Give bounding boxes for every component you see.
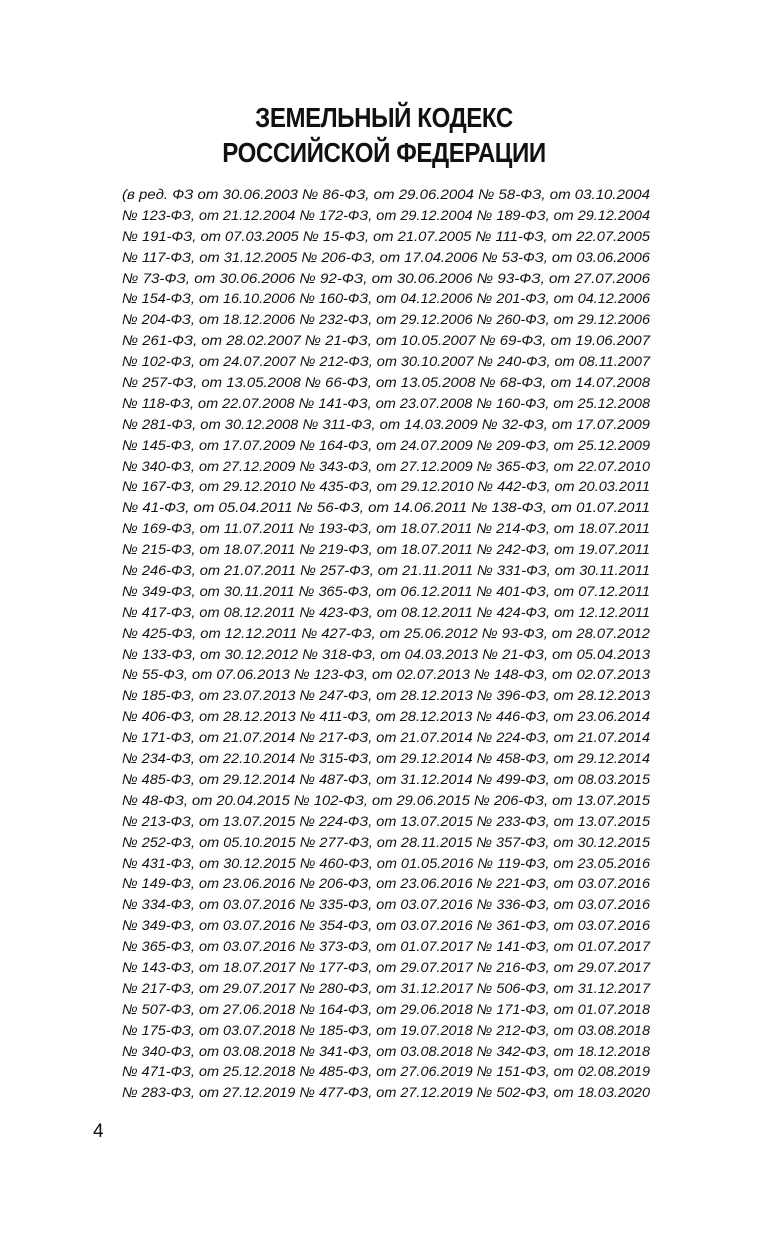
amendment-line-text: № 340-ФЗ, от 03.08.2018 № 341-ФЗ, от 03.08.2018 № 342-ФЗ, от 18.12.2018 [122,1042,650,1059]
amendment-line-text: № 417-ФЗ, от 08.12.2011 № 423-ФЗ, от 08.12.2011 № 424-ФЗ, от 12.12.2011 [122,603,650,620]
page-number: 4 [93,1121,104,1142]
title-line-2: РОССИЙСКОЙ ФЕДЕРАЦИИ [222,137,546,168]
amendment-line [122,518,650,539]
amendment-line-text: № 281-ФЗ, от 30.12.2008 № 311-ФЗ, от 14.03.2009 № 32-ФЗ, от 17.07.2009 [122,415,650,432]
amendment-line [122,894,650,915]
amendment-line [122,456,650,477]
amendment-line [122,497,650,518]
amendment-line [122,560,650,581]
amendment-line [122,393,650,414]
amendment-line-text: № 123-ФЗ, от 21.12.2004 № 172-ФЗ, от 29.12.2004 № 189-ФЗ, от 29.12.2004 [122,206,650,223]
amendment-line-text: № 507-ФЗ, от 27.06.2018 № 164-ФЗ, от 29.06.2018 № 171-ФЗ, от 01.07.2018 [122,1000,650,1017]
amendment-line-text: № 41-ФЗ, от 05.04.2011 № 56-ФЗ, от 14.06.2011 № 138-ФЗ, от 01.07.2011 [122,499,650,516]
amendment-line [122,539,650,560]
amendment-line [122,769,650,790]
amendment-line-text: № 118-ФЗ, от 22.07.2008 № 141-ФЗ, от 23.07.2008 № 160-ФЗ, от 25.12.2008 [122,394,650,411]
amendment-line-text: № 349-ФЗ, от 03.07.2016 № 354-ФЗ, от 03.07.2016 № 361-ФЗ, от 03.07.2016 [122,917,650,934]
amendment-line-text: № 283-ФЗ, от 27.12.2019 № 477-ФЗ, от 27.12.2019 № 502-ФЗ, от 18.03.2020 [122,1084,650,1101]
amendment-line-text: № 215-ФЗ, от 18.07.2011 № 219-ФЗ, от 18.07.2011 № 242-ФЗ, от 19.07.2011 [122,541,650,558]
amendment-line [122,1020,650,1041]
amendment-line [122,414,650,435]
amendment-line-text: № 217-ФЗ, от 29.07.2017 № 280-ФЗ, от 31.12.2017 № 506-ФЗ, от 31.12.2017 [122,979,650,996]
amendment-line [122,372,650,393]
amendment-line-text: № 406-ФЗ, от 28.12.2013 № 411-ФЗ, от 28.12.2013 № 446-ФЗ, от 23.06.2014 [122,708,650,725]
amendment-line [122,957,650,978]
amendment-line [122,727,650,748]
amendment-line [122,581,650,602]
amendment-line-text: № 133-ФЗ, от 30.12.2012 № 318-ФЗ, от 04.03.2013 № 21-ФЗ, от 05.04.2013 [122,645,650,662]
document-title [54,100,714,170]
amendment-line [122,205,650,226]
amendment-line [122,330,650,351]
amendment-line [122,288,650,309]
amendment-line-text: № 55-ФЗ, от 07.06.2013 № 123-ФЗ, от 02.07.2013 № 148-ФЗ, от 02.07.2013 [122,666,650,683]
amendment-line-text: № 169-ФЗ, от 11.07.2011 № 193-ФЗ, от 18.07.2011 № 214-ФЗ, от 18.07.2011 [122,520,650,537]
amendment-line-text: № 145-ФЗ, от 17.07.2009 № 164-ФЗ, от 24.07.2009 № 209-ФЗ, от 25.12.2009 [122,436,650,453]
amendment-line-text: № 257-ФЗ, от 13.05.2008 № 66-ФЗ, от 13.05.2008 № 68-ФЗ, от 14.07.2008 [122,374,650,391]
amendment-line-text: № 154-ФЗ, от 16.10.2006 № 160-ФЗ, от 04.12.2006 № 201-ФЗ, от 04.12.2006 [122,290,650,307]
amendment-line [122,1082,650,1103]
amendment-line [122,602,650,623]
amendment-line [122,644,650,665]
amendment-line [122,184,650,205]
amendment-line-text: № 340-ФЗ, от 27.12.2009 № 343-ФЗ, от 27.12.2009 № 365-ФЗ, от 22.07.2010 [122,457,650,474]
amendment-line-text: № 425-ФЗ, от 12.12.2011 № 427-ФЗ, от 25.06.2012 № 93-ФЗ, от 28.07.2012 [122,624,650,641]
amendment-line [122,268,650,289]
amendment-line-text: № 117-ФЗ, от 31.12.2005 № 206-ФЗ, от 17.04.2006 № 53-ФЗ, от 03.06.2006 [122,248,650,265]
amendment-line-text: № 48-ФЗ, от 20.04.2015 № 102-ФЗ, от 29.06.2015 № 206-ФЗ, от 13.07.2015 [122,791,650,808]
amendment-line [122,978,650,999]
amendment-line-text: № 349-ФЗ, от 30.11.2011 № 365-ФЗ, от 06.12.2011 № 401-ФЗ, от 07.12.2011 [122,582,650,599]
amendment-line [122,685,650,706]
amendment-line-text: № 261-ФЗ, от 28.02.2007 № 21-ФЗ, от 10.05.2007 № 69-ФЗ, от 19.06.2007 [122,332,650,349]
amendment-line-text: № 102-ФЗ, от 24.07.2007 № 212-ФЗ, от 30.10.2007 № 240-ФЗ, от 08.11.2007 [122,353,650,370]
amendment-line-text: № 191-ФЗ, от 07.03.2005 № 15-ФЗ, от 21.07.2005 № 111-ФЗ, от 22.07.2005 [122,227,650,244]
amendment-line [122,999,650,1020]
amendment-line [122,915,650,936]
amendment-line [122,811,650,832]
amendment-line [122,832,650,853]
amendment-line [122,247,650,268]
amendment-line-text: № 171-ФЗ, от 21.07.2014 № 217-ФЗ, от 21.07.2014 № 224-ФЗ, от 21.07.2014 [122,729,650,746]
amendment-line [122,748,650,769]
amendment-line [122,1061,650,1082]
amendment-line [122,706,650,727]
title-line-1: ЗЕМЕЛЬНЫЙ КОДЕКС [255,102,513,133]
amendment-line [122,476,650,497]
amendment-line-text: № 175-ФЗ, от 03.07.2018 № 185-ФЗ, от 19.07.2018 № 212-ФЗ, от 03.08.2018 [122,1021,650,1038]
amendment-line [122,435,650,456]
amendment-line [122,351,650,372]
amendment-line-text: (в ред. ФЗ от 30.06.2003 № 86-ФЗ, от 29.06.2004 № 58-ФЗ, от 03.10.2004 [122,186,650,202]
amendment-line [122,664,650,685]
amendment-line [122,853,650,874]
amendment-line [122,1041,650,1062]
amendment-line-text: № 204-ФЗ, от 18.12.2006 № 232-ФЗ, от 29.12.2006 № 260-ФЗ, от 29.12.2006 [122,311,650,328]
amendment-line-text: № 471-ФЗ, от 25.12.2018 № 485-ФЗ, от 27.06.2019 № 151-ФЗ, от 02.08.2019 [122,1063,650,1080]
amendment-line-text: № 73-ФЗ, от 30.06.2006 № 92-ФЗ, от 30.06.2006 № 93-ФЗ, от 27.07.2006 [122,269,650,286]
amendments-list [122,184,650,1103]
amendment-line-text: № 246-ФЗ, от 21.07.2011 № 257-ФЗ, от 21.11.2011 № 331-ФЗ, от 30.11.2011 [122,562,650,579]
amendment-line-text: № 185-ФЗ, от 23.07.2013 № 247-ФЗ, от 28.12.2013 № 396-ФЗ, от 28.12.2013 [122,687,650,704]
amendment-line [122,790,650,811]
amendment-line-text: № 143-ФЗ, от 18.07.2017 № 177-ФЗ, от 29.07.2017 № 216-ФЗ, от 29.07.2017 [122,958,650,975]
amendment-line [122,936,650,957]
amendment-line-text: № 485-ФЗ, от 29.12.2014 № 487-ФЗ, от 31.12.2014 № 499-ФЗ, от 08.03.2015 [122,770,650,787]
amendment-line-text: № 149-ФЗ, от 23.06.2016 № 206-ФЗ, от 23.06.2016 № 221-ФЗ, от 03.07.2016 [122,875,650,892]
amendment-line-text: № 167-ФЗ, от 29.12.2010 № 435-ФЗ, от 29.12.2010 № 442-ФЗ, от 20.03.2011 [122,478,650,495]
amendment-line [122,623,650,644]
amendment-line [122,226,650,247]
amendment-line-text: № 334-ФЗ, от 03.07.2016 № 335-ФЗ, от 03.07.2016 № 336-ФЗ, от 03.07.2016 [122,896,650,913]
amendment-line [122,873,650,894]
amendment-line-text: № 234-ФЗ, от 22.10.2014 № 315-ФЗ, от 29.12.2014 № 458-ФЗ, от 29.12.2014 [122,750,650,767]
amendment-line-text: № 365-ФЗ, от 03.07.2016 № 373-ФЗ, от 01.07.2017 № 141-ФЗ, от 01.07.2017 [122,938,650,955]
amendment-line [122,309,650,330]
amendment-line-text: № 213-ФЗ, от 13.07.2015 № 224-ФЗ, от 13.07.2015 № 233-ФЗ, от 13.07.2015 [122,812,650,829]
amendment-line-text: № 252-ФЗ, от 05.10.2015 № 277-ФЗ, от 28.11.2015 № 357-ФЗ, от 30.12.2015 [122,833,650,850]
amendment-line-text: № 431-ФЗ, от 30.12.2015 № 460-ФЗ, от 01.05.2016 № 119-ФЗ, от 23.05.2016 [122,854,650,871]
